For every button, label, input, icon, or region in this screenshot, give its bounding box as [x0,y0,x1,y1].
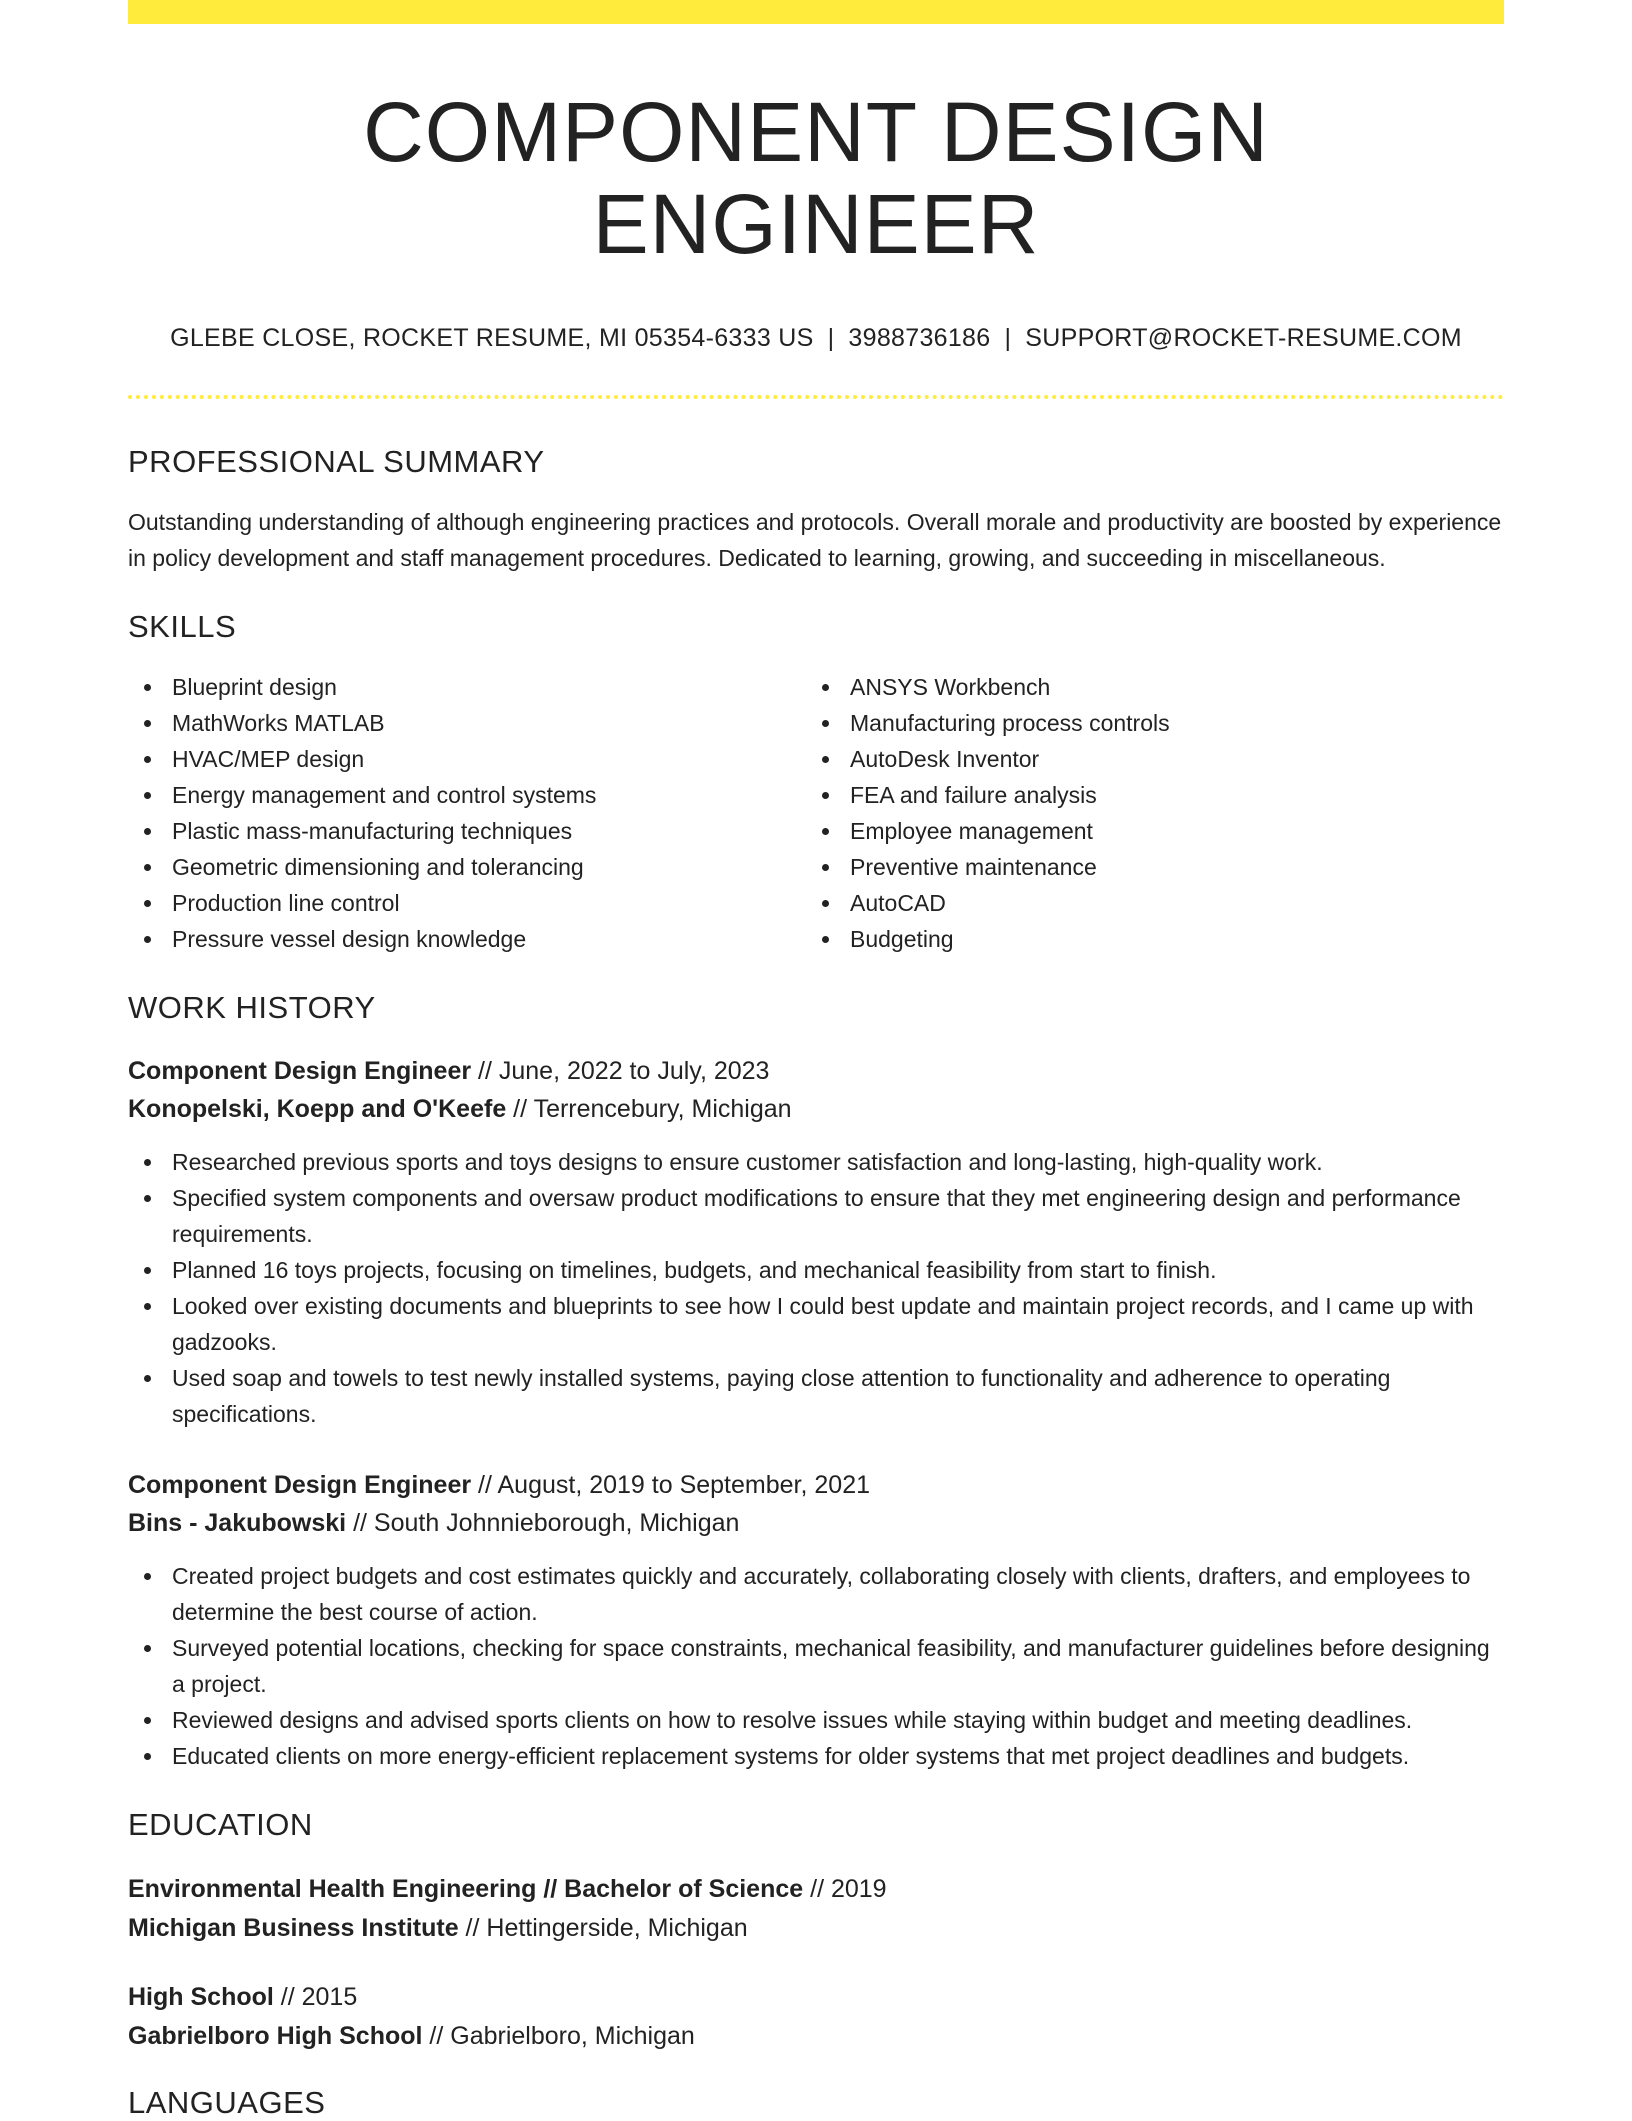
education-degree-line [128,1870,1504,1909]
education-degree-line [128,1978,1504,2017]
job-bullet: Specified system components and oversaw product modifications to ensure that they met engineering design and performance requirements. [128,1180,1504,1252]
summary-text: Outstanding understanding of although engineering practices and protocols. Overall morale and productivity are boosted by experience in policy development and staff management procedures. Dedicated to learning, growing, and succeeding in miscellaneous. [128,508,1502,571]
education-degree: High School [128,1982,274,2011]
job-bullets [128,1144,1504,1432]
skill-item: MathWorks MATLAB [128,705,806,741]
header-divider [128,395,1504,399]
skill-item: Manufacturing process controls [806,705,1484,741]
contact-line [128,323,1504,353]
education-entry [128,1870,1504,1948]
job-bullet: Looked over existing documents and blueprints to see how I could best update and maintain project records, and I came up with gadzooks. [128,1288,1504,1360]
education-degree: Environmental Health Engineering // Bachelor of Science [128,1874,804,1903]
education-heading: EDUCATION [128,1807,313,1843]
job-role: Component Design Engineer [128,1471,472,1500]
job-company: Konopelski, Koepp and O'Keefe [128,1095,507,1124]
job-bullet: Educated clients on more energy-efficient replacement systems for older systems that met project deadlines and budgets. [128,1738,1504,1774]
skills-list [128,669,1504,957]
contact-email: SUPPORT@ROCKET-RESUME.COM [1025,323,1462,352]
job-dates: // June, 2022 to July, 2023 [471,1057,770,1086]
skill-item: AutoCAD [806,885,1484,921]
education-entry [128,1978,1504,2056]
skill-item: Production line control [128,885,806,921]
job-bullet: Created project budgets and cost estimates quickly and accurately, collaborating closely with clients, drafters, and employees to determine the best course of action. [128,1558,1504,1630]
skills-column-right [806,669,1484,957]
job-bullet: Planned 16 toys projects, focusing on timelines, budgets, and mechanical feasibility from start to finish. [128,1252,1504,1288]
languages-heading: LANGUAGES [128,2084,326,2120]
job-company-line [128,1504,1504,1542]
skill-item: Energy management and control systems [128,777,806,813]
skill-item: Blueprint design [128,669,806,705]
education-school: Michigan Business Institute [128,1913,459,1942]
job-location: // Terrencebury, Michigan [506,1095,792,1124]
job-bullet: Used soap and towels to test newly installed systems, paying close attention to functionality and adherence to operating specifications. [128,1360,1504,1432]
education-location: // Gabrielboro, Michigan [422,2021,695,2050]
resume-title: COMPONENT DESIGN ENGINEER [363,85,1269,272]
skill-item: Pressure vessel design knowledge [128,921,806,957]
education-school-line [128,1909,1504,1948]
skill-item: ANSYS Workbench [806,669,1484,705]
skill-item: FEA and failure analysis [806,777,1484,813]
job-entry [128,1466,1504,1774]
education-school: Gabrielboro High School [128,2021,423,2050]
contact-separator: | [827,323,835,352]
skill-item: Budgeting [806,921,1484,957]
job-role-line [128,1466,1504,1504]
skills-heading: SKILLS [128,608,237,644]
job-entry [128,1052,1504,1432]
resume-page [128,0,1504,2121]
job-bullets [128,1558,1504,1774]
summary-heading: PROFESSIONAL SUMMARY [128,443,545,479]
job-company-line [128,1090,1504,1128]
job-location: // South Johnnieborough, Michigan [346,1509,740,1538]
skill-item: HVAC/MEP design [128,741,806,777]
skill-item: Plastic mass-manufacturing techniques [128,813,806,849]
education-year: // 2015 [273,1982,358,2011]
education-year: // 2019 [803,1874,887,1903]
job-bullet: Surveyed potential locations, checking for space constraints, mechanical feasibility, and manufacturer guidelines before designing a project. [128,1630,1504,1702]
education-location: // Hettingerside, Michigan [458,1913,748,1942]
accent-bar [128,0,1504,24]
job-company: Bins - Jakubowski [128,1509,347,1538]
job-dates: // August, 2019 to September, 2021 [471,1471,870,1500]
skills-column-left [128,669,806,957]
contact-phone: 3988736186 [848,323,991,352]
skill-item: Geometric dimensioning and tolerancing [128,849,806,885]
contact-separator: | [1004,323,1012,352]
job-role: Component Design Engineer [128,1057,472,1086]
job-role-line [128,1052,1504,1090]
skill-item: Employee management [806,813,1484,849]
education-school-line [128,2017,1504,2056]
skill-item: AutoDesk Inventor [806,741,1484,777]
contact-address: GLEBE CLOSE, ROCKET RESUME, MI 05354-6333 US [170,323,814,352]
job-bullet: Reviewed designs and advised sports clients on how to resolve issues while staying within budget and meeting deadlines. [128,1702,1504,1738]
skill-item: Preventive maintenance [806,849,1484,885]
job-bullet: Researched previous sports and toys designs to ensure customer satisfaction and long-lasting, high-quality work. [128,1144,1504,1180]
work-history-heading: WORK HISTORY [128,990,376,1026]
